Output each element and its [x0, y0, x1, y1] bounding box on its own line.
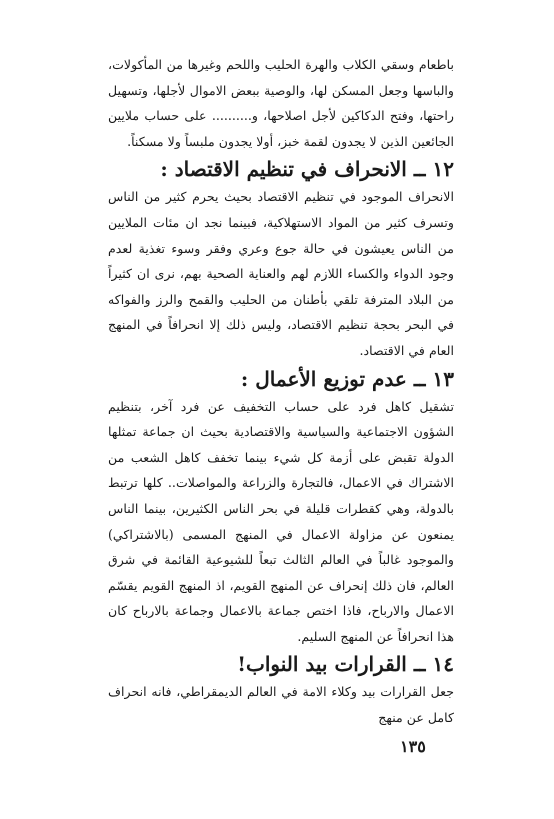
intro-paragraph: باطعام وسقي الكلاب والهرة الحليب واللحم وغيرها من المأكولات، والباسها وجعل المسكن لها، والوصية ببعض الاموال لأجلها، وتسهيل راحتها، وفتح الدكاكين لأجل اصلاحها، و.......... على حساب ملايين الجائعين الذين لا يجدون لقمة خبز، أولا يجدون ملبساً ولا مسكناً.	[108, 57, 454, 149]
section-13-heading: ١٣ ــ عدم توزيع الأعمال :	[240, 366, 454, 391]
page-number: ١٣٥	[400, 737, 426, 756]
section-14-body: جعل القرارات بيد وكلاء الامة في العالم الديمقراطي، فانه انحراف كامل عن منهج	[108, 684, 454, 726]
section-12-heading: ١٢ ــ الانحراف في تنظيم الاقتصاد :	[160, 157, 454, 182]
section-13-body: تشقيل كاهل فرد على حساب التخفيف عن فرد آخر، بتنظيم الشؤون الاجتماعية والسياسية والاقتصادية بحيث ان جماعة تمثلها الدولة تقبض على أزمة كل شيء بينما تخفف كاهل الشعب من الاشتراك في الاعمال، فالتجارة والزراعة والمواصلات.. كلها ترتبط بالدولة، وهي كقطرات قليلة في بحر الناس الكثيرين، بينما الناس يمنعون عن مزاولة الاعمال في المنهج المسمى (بالاشتراكي) والموجود غالباً في العالم الثالث تبعاً للشيوعية القائمة في شرق العالم، فان ذلك إنحراف عن المنهج القويم، اذ المنهج القويم يقسّم الاعمال والارباح، فاذا اختص جماعة بالاعمال وجماعة بالارباح كان هذا انحرافاً عن المنهج السليم.	[108, 398, 454, 644]
section-14-heading: ١٤ ــ القرارات بيد النواب!	[237, 652, 454, 677]
page-body	[108, 52, 454, 731]
section-12-body: الانحراف الموجود في تنظيم الاقتصاد بحيث يحرم كثير من الناس وتسرف كثير من المواد الاستهلاكية، فبينما نجد ان مئات الملايين من الناس يعيشون في حالة جوع وعري وفقر وسوء تغذية لعدم وجود الدواء والكساء اللازم لهم والعناية الصحية بهم، نرى ان كثيراً من البلاد المترفة تلقي بأطنان من الحليب والقمح والرز والفواكه في البحر بحجة تنظيم الاقتصاد، وليس ذلك إلا انحرافاً في المنهج العام في الاقتصاد.	[108, 189, 454, 358]
